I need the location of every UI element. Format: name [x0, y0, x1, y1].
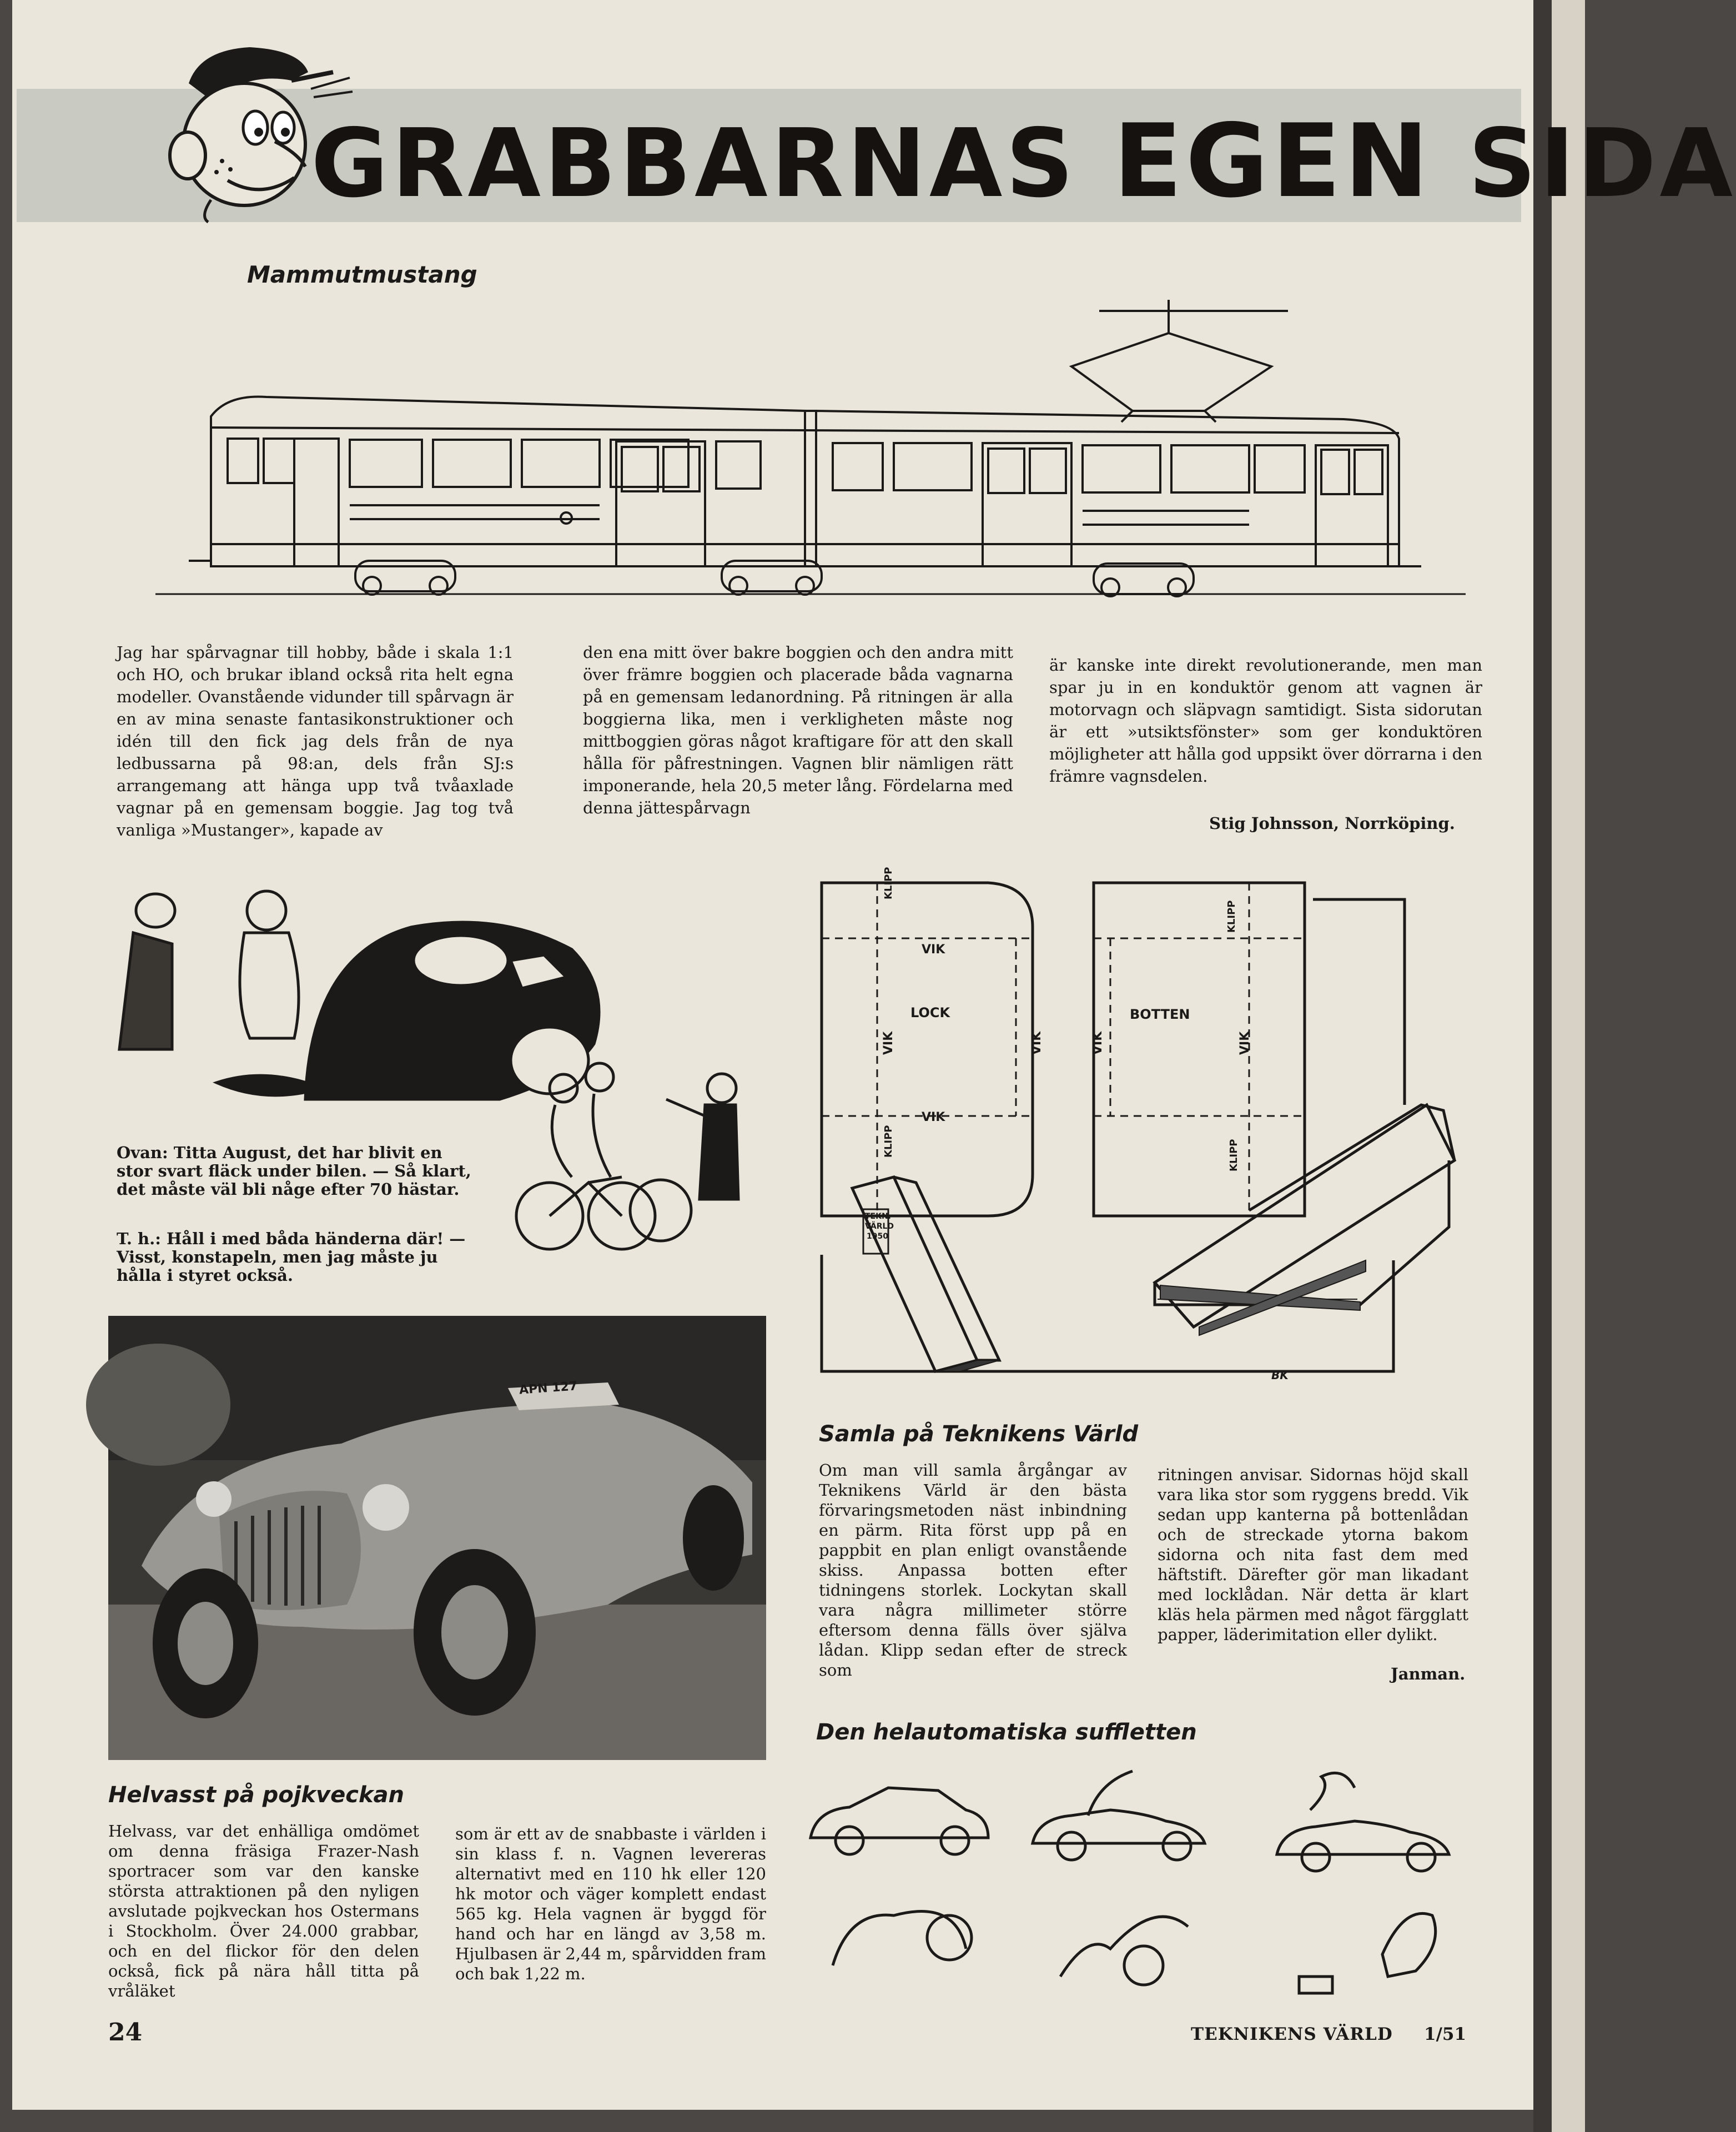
- title-word-sida: SIDA: [1468, 109, 1736, 219]
- diagram-vik-mid: VIK: [1030, 1031, 1044, 1055]
- frazer-text-col2: som är ett av de snabbaste i världen i sin klass f. n. Vagnen levereras alternativt med en 110 hk eller 120 hk motor och väger komplett endast 565 kg. Hela vagnen är byggd för hand och har en längd av 3,58 m. Hjulbasen är 2,44 m, spårvidden fram och bak 1,22 m.: [455, 1824, 766, 1983]
- diagram-vik-bottom-left: VIK: [1091, 1031, 1105, 1055]
- title-word-egen: EGEN: [1113, 102, 1432, 220]
- spine-text-1: TEKN.: [865, 1212, 891, 1221]
- license-plate: APN 127: [519, 1379, 578, 1397]
- frazer-nash-car-image: [108, 1316, 766, 1760]
- suffletten-heading: Den helautomatiska suffletten: [816, 1719, 1197, 1745]
- page-number: 24: [108, 2018, 143, 2046]
- page-title: [311, 102, 1736, 220]
- spine-text-3: 1950: [867, 1232, 888, 1241]
- tram-signature: Stig Johnsson, Norrköping.: [1209, 814, 1455, 833]
- footer-magazine: TEKNIKENS VÄRLD: [1191, 2024, 1393, 2044]
- tram-heading: Mammutmustang: [247, 261, 477, 288]
- diagram-klipp-4: KLIPP: [1228, 1139, 1240, 1171]
- collect-heading: Samla på Teknikens Värld: [819, 1421, 1139, 1447]
- next-page-edge: [1552, 0, 1585, 2132]
- diagram-botten-label: BOTTEN: [1130, 1007, 1190, 1022]
- suffletten-cartoon-strip: [799, 1766, 1482, 2004]
- collect-text-col1: Om man vill samla årgångar av Teknikens Värld är den bästa förvaringsmetoden näst inbindning en pärm. Rita först upp på en pappbit en plan enligt ovanstående skiss. Anpassa botten efter tidningens storlek. Lockytan skall vara några millimeter större eftersom denna fälls över själva lådan. Klipp sedan efter de streck som: [819, 1461, 1127, 1680]
- cartoon-cyclists-policeman: [511, 1055, 755, 1260]
- collect-text-col2: ritningen anvisar. Sidornas höjd skall vara lika stor som ryggens bredd. Vik sedan upp kanterna på bottenlådan och de streckade ytorna bakom sidorna och nita fast dem med häftstift. Därefter gör man likadant med locklådan. När detta är klart kläs hela pärmen med något färgglatt papper, läderimitation eller dylikt.: [1158, 1465, 1468, 1644]
- cartoon-caption-1: Ovan: Titta August, det har blivit en stor svart fläck under bilen. — Så klart, det måste väl bli någe efter 70 hästar.: [117, 1143, 471, 1199]
- tram-text-col2: den ena mitt över bakre boggien och den andra mitt över främre boggien och placerade båda vagnarna på en gemensam ledanordning. På ritningen är alla boggierna lika, men i verkligheten måste nog mittboggien göras något kraftigare för att den skall hålla för påfrestningen. Vagnen blir nämligen rätt imponerande, hela 20,5 meter lång. Fördelarna med denna jättespårvagn: [583, 643, 1013, 817]
- artist-signature: BK: [1271, 1369, 1289, 1382]
- boy-mascot-icon: [167, 39, 333, 222]
- spine-text-2: VÄRLD: [865, 1222, 894, 1231]
- frazer-text-col1: Helvass, var det enhälliga omdömet om denna fräsiga Frazer-Nash sportracer som var den kanske största attraktionen på den nyligen avslutade pojkveckan hos Ostermans i Stockholm. Över 24.000 grabbar, och en del flickor för den delen också, fick på nära håll titta på vråläket: [108, 1822, 419, 2000]
- title-word-grabbarnas: GRABBARNAS: [311, 109, 1077, 219]
- tram-drawing: [144, 300, 1477, 600]
- binder-diagram: [811, 872, 1477, 1388]
- diagram-klipp-2: KLIPP: [883, 1125, 894, 1158]
- diagram-vik-left: VIK: [882, 1031, 895, 1055]
- frazer-nash-photo: [108, 1316, 766, 1760]
- diagram-lock-label: LOCK: [910, 1005, 950, 1020]
- cartoon-caption-2: T. h.: Håll i med båda händerna där! — Visst, konstapeln, men jag måste ju hålla i styret också.: [117, 1229, 466, 1285]
- collect-signature: Janman.: [1391, 1665, 1466, 1683]
- diagram-klipp-3: KLIPP: [1226, 900, 1237, 933]
- binder-spine-label: [865, 1211, 894, 1241]
- diagram-klipp-1: KLIPP: [883, 867, 894, 899]
- footer-issue: 1/51: [1424, 2024, 1467, 2044]
- tram-text-col3: är kanske inte direkt revolutionerande, men man spar ju in en konduktör genom att vagnen är motorvagn och släpvagn samtidigt. Sista sidorutan är ett »utsiktsfönster» som ger konduktören möjligheter att hålla god uppsikt över dörrarna i den främre vagnsdelen.: [1049, 656, 1482, 786]
- diagram-vik-bottom-lid: VIK: [922, 1110, 945, 1124]
- tram-text-col1: Jag har spårvagnar till hobby, både i skala 1:1 och HO, och brukar ibland också rita helt egna modeller. Ovanstående vidunder till spårvagn är en av mina senaste fantasikonstruktioner och idén till den fick jag dels från de nya ledbussarna på 98:an, dels från SJ:s arrangemang att hänga upp två tvåaxlade vagnar på en gemensam boggie. Jag tog två vanliga »Mustanger», kapade av: [117, 643, 514, 839]
- diagram-vik-right: VIK: [1238, 1031, 1252, 1055]
- frazer-heading: Helvasst på pojkveckan: [108, 1782, 405, 1808]
- diagram-vik-top-lid: VIK: [922, 943, 945, 957]
